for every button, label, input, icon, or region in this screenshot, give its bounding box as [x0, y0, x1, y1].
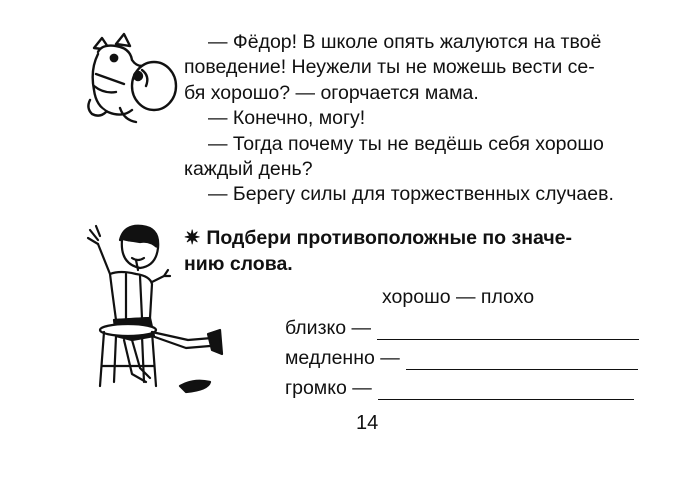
exercise-row	[285, 376, 634, 400]
task-line: Подбери противоположные по значе-	[206, 227, 572, 249]
page-number: 14	[356, 412, 379, 434]
exercise-row	[285, 346, 638, 370]
dialog-line: поведение! Неужели ты не можешь вести се-	[184, 56, 595, 79]
dialog-text	[184, 30, 654, 208]
exercise-word: близко —	[285, 317, 372, 339]
dialog-line: каждый день?	[184, 158, 313, 181]
exercise-row	[285, 316, 639, 340]
task-line: нию слова.	[184, 253, 293, 275]
answer-blank[interactable]	[378, 381, 634, 400]
dialog-line: — Тогда почему ты не ведёшь себя хорошо	[208, 132, 604, 155]
exercise-word: медленно —	[285, 347, 400, 369]
answer-blank[interactable]	[406, 351, 638, 370]
example-pair: хорошо — плохо	[382, 286, 535, 308]
dialog-line: — Конечно, могу!	[208, 107, 366, 130]
answer-blank[interactable]	[377, 321, 639, 340]
dialog-line: — Фёдор! В школе опять жалуются на твоё	[208, 31, 602, 53]
star-icon: ✷	[184, 227, 201, 249]
task-instruction	[184, 225, 654, 277]
dialog-line: — Берегу силы для торжественных случаев.	[208, 183, 614, 206]
dog-icon	[80, 30, 180, 130]
exercise-word: громко —	[285, 377, 372, 399]
dialog-line: бя хорошо? — огорчается мама.	[184, 81, 479, 104]
